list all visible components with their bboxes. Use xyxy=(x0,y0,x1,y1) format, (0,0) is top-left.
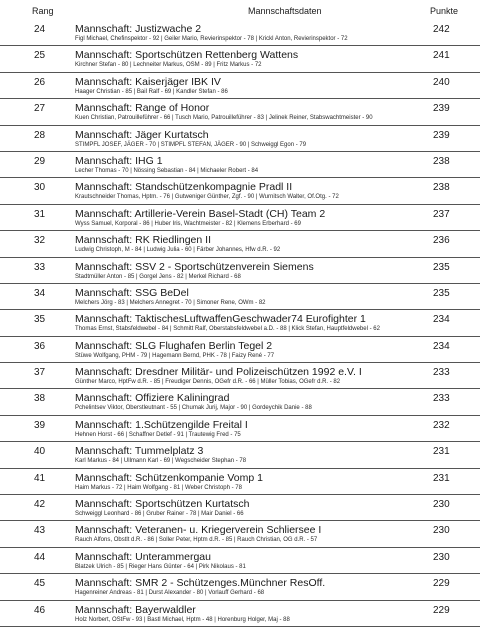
team-members: Kirchner Stefan - 80 | Lechneiter Markus, OSM - 89 | Fritz Markus - 72 xyxy=(75,62,262,69)
team-name: Mannschaft: Bayerwaldler xyxy=(75,603,196,616)
table-row xyxy=(0,178,480,204)
team-members: Melchers Jörg - 83 | Melchers Annegret - 70 | Simoner Rene, OWm - 82 xyxy=(75,299,266,306)
team-name: Mannschaft: Dresdner Militär- und Polizeischützen 1992 e.V. I xyxy=(75,366,362,379)
team-members: STIMPFL JOSEF, JÄGER - 70 | STIMPFL STEFAN, JÄGER - 90 | Schweiggl Egon - 79 xyxy=(75,141,307,148)
points-cell: 233 xyxy=(433,367,450,379)
team-members: Hagenreiner Andreas - 81 | Durst Alexander - 80 | Vorlauff Gerhard - 68 xyxy=(75,590,265,597)
team-members: Haager Christian - 85 | Bail Ralf - 69 | Kandler Stefan - 86 xyxy=(75,88,228,95)
rank-cell: 31 xyxy=(34,208,46,220)
table-row xyxy=(0,73,480,99)
rank-cell: 41 xyxy=(34,472,46,484)
team-members: Ludwig Christoph, M - 84 | Ludwig Julia - 60 | Färber Johannes, Hfw d.R. - 92 xyxy=(75,247,281,254)
table-row xyxy=(0,310,480,336)
points-cell: 231 xyxy=(433,472,450,484)
table-row xyxy=(0,416,480,442)
rank-cell: 39 xyxy=(34,419,46,431)
team-members: Schweiggl Leonhard - 86 | Gruber Rainer - 78 | Mair Daniel - 66 xyxy=(75,511,244,518)
table-row xyxy=(0,152,480,178)
team-members: Figl Michael, Chefinspektor - 92 | Geiler Mario, Revierinspektor - 78 | Krickl Anton, Revierinspektor - 72 xyxy=(75,36,348,42)
table-row xyxy=(0,548,480,574)
team-column-header: Mannschaftsdaten xyxy=(248,6,322,16)
points-cell: 229 xyxy=(433,604,450,616)
team-name: Mannschaft: 1.Schützengilde Freital I xyxy=(75,418,248,431)
rank-cell: 30 xyxy=(34,182,46,194)
rank-cell: 37 xyxy=(34,367,46,379)
team-name: Mannschaft: Justizwache 2 xyxy=(75,23,202,35)
team-name: Mannschaft: TaktischesLuftwaffenGeschwader74 Eurofighter 1 xyxy=(75,313,366,326)
rank-cell: 44 xyxy=(34,551,46,563)
rank-cell: 43 xyxy=(34,525,46,537)
team-name: Mannschaft: SSG BeDel xyxy=(75,286,189,299)
points-cell: 231 xyxy=(433,446,450,458)
points-cell: 235 xyxy=(433,261,450,273)
team-members: Günther Marco, HptFw d.R. - 85 | Freudiger Dennis, OGefr d.R. - 66 | Müller Tobias, OGefr d.R. - 82 xyxy=(75,379,341,386)
points-column-header: Punkte xyxy=(430,6,459,16)
rank-cell: 24 xyxy=(34,24,46,35)
table-row xyxy=(0,469,480,495)
team-name: Mannschaft: Unterammergau xyxy=(75,550,211,563)
points-cell: 236 xyxy=(433,235,450,247)
table-row xyxy=(0,231,480,257)
team-members: Haim Markus - 72 | Haim Wolfgang - 81 | Weber Christoph - 78 xyxy=(75,484,242,491)
team-name: Mannschaft: RK Riedlingen II xyxy=(75,234,211,247)
team-name: Mannschaft: Veteranen- u. Kriegerverein Schliersee I xyxy=(75,524,322,537)
table-header xyxy=(0,0,480,20)
rank-cell: 27 xyxy=(34,103,46,115)
table-row xyxy=(0,574,480,600)
points-cell: 230 xyxy=(433,499,450,511)
table-row xyxy=(0,46,480,72)
rank-cell: 32 xyxy=(34,235,46,247)
team-members: Stadtmüller Anton - 85 | Gorgel Jens - 82 | Merkel Richard - 68 xyxy=(75,273,241,280)
points-cell: 240 xyxy=(433,76,450,88)
team-name: Mannschaft: Standschützenkompagnie Pradl II xyxy=(75,181,293,194)
table-row xyxy=(0,258,480,284)
rank-cell: 40 xyxy=(34,446,46,458)
team-name: Mannschaft: Tummelplatz 3 xyxy=(75,445,204,458)
table-row xyxy=(0,363,480,389)
points-cell: 230 xyxy=(433,551,450,563)
points-cell: 238 xyxy=(433,155,450,167)
team-name: Mannschaft: Artillerie-Verein Basel-Stadt (CH) Team 2 xyxy=(75,207,326,220)
points-cell: 239 xyxy=(433,103,450,115)
team-name: Mannschaft: SSV 2 - Sportschützenverein Siemens xyxy=(75,260,314,273)
points-cell: 229 xyxy=(433,578,450,590)
rank-cell: 34 xyxy=(34,287,46,299)
table-row xyxy=(0,442,480,468)
team-name: Mannschaft: Schützenkompanie Vomp 1 xyxy=(75,471,263,484)
table-row xyxy=(0,20,480,46)
points-cell: 237 xyxy=(433,208,450,220)
rank-cell: 29 xyxy=(34,155,46,167)
rank-cell: 36 xyxy=(34,340,46,352)
team-members: Stüwe Wolfgang, PHM - 79 | Hagemann Bernd, PHK - 78 | Faizy René - 77 xyxy=(75,352,275,359)
points-cell: 235 xyxy=(433,287,450,299)
points-cell: 241 xyxy=(433,50,450,62)
rank-cell: 28 xyxy=(34,129,46,141)
team-members: Wyss Samuel, Korporal - 86 | Huber Iris, Wachtmeister - 82 | Klemens Erberhard - 69 xyxy=(75,220,301,227)
team-members: Blatzek Ulrich - 85 | Rieger Hans Günter - 64 | Pirk Nikolaus - 81 xyxy=(75,563,246,570)
points-cell: 234 xyxy=(433,314,450,326)
team-name: Mannschaft: Jäger Kurtatsch xyxy=(75,128,209,141)
points-cell: 242 xyxy=(433,24,450,35)
team-name: Mannschaft: IHG 1 xyxy=(75,154,163,167)
table-row xyxy=(0,601,480,627)
table-row xyxy=(0,389,480,415)
table-row xyxy=(0,337,480,363)
team-name: Mannschaft: SLG Flughafen Berlin Tegel 2 xyxy=(75,339,273,352)
points-cell: 234 xyxy=(433,340,450,352)
points-cell: 230 xyxy=(433,525,450,537)
team-name: Mannschaft: Sportschützen Kurtatsch xyxy=(75,498,250,511)
table-row xyxy=(0,126,480,152)
team-name: Mannschaft: Range of Honor xyxy=(75,102,210,115)
rank-cell: 25 xyxy=(34,50,46,62)
points-cell: 233 xyxy=(433,393,450,405)
rank-cell: 26 xyxy=(34,76,46,88)
team-members: Holz Norbert, OStFw - 93 | Bastl Michael, Hptm - 48 | Horenburg Holger, Maj - 88 xyxy=(75,616,290,623)
team-members: Krautschneider Thomas, Hptm. - 76 | Gutweniger Günther, Zgf. - 90 | Wurnitsch Walter, Of.Otg. - 72 xyxy=(75,194,339,201)
rank-cell: 38 xyxy=(34,393,46,405)
team-members: Thomas Ernst, Stabsfeldwebel - 84 | Schmitt Ralf, Oberstabsfeldwebel a.D. - 88 | Klick Stefan, Hauptfeldwebel - 62 xyxy=(75,326,380,333)
team-members: Karl Markus - 84 | Ullmann Karl - 69 | Wegscheider Stephan - 78 xyxy=(75,458,247,465)
team-members: Pchelintsev Viktor, Oberstleutnant - 55 | Chumak Jurij, Major - 90 | Gordeychik Danie - 88 xyxy=(75,405,312,412)
rank-cell: 45 xyxy=(34,578,46,590)
results-list xyxy=(0,20,480,627)
team-members: Hehnen Horst - 66 | Schaffner Detlef - 91 | Trautewig Fred - 75 xyxy=(75,431,241,438)
team-name: Mannschaft: SMR 2 - Schützenges.Münchner ResOff. xyxy=(75,577,326,590)
rank-cell: 42 xyxy=(34,499,46,511)
team-members: Kuen Christian, Patrouilleführer - 66 | Tusch Mario, Patrouilleführer - 83 | Jelinek Reiner, Stabswachtmeister - 90 xyxy=(75,115,373,122)
team-members: Lecher Thomas - 70 | Nössing Sebastian - 84 | Michaeler Robert - 84 xyxy=(75,167,259,174)
team-name: Mannschaft: Offiziere Kaliningrad xyxy=(75,392,230,405)
team-name: Mannschaft: Sportschützen Rettenberg Wattens xyxy=(75,49,299,62)
table-row xyxy=(0,495,480,521)
table-row xyxy=(0,284,480,310)
points-cell: 239 xyxy=(433,129,450,141)
table-row xyxy=(0,521,480,547)
points-cell: 232 xyxy=(433,419,450,431)
points-cell: 238 xyxy=(433,182,450,194)
team-name: Mannschaft: Kaiserjäger IBK IV xyxy=(75,75,221,88)
table-row xyxy=(0,99,480,125)
table-row xyxy=(0,205,480,231)
rank-column-header: Rang xyxy=(32,6,54,16)
rank-cell: 46 xyxy=(34,604,46,616)
rank-cell: 35 xyxy=(34,314,46,326)
rank-cell: 33 xyxy=(34,261,46,273)
team-members: Rauch Alfons, Obstlt d.R. - 86 | Soller Peter, Hptm d.R. - 85 | Rauch Christian, OG d.R. - 57 xyxy=(75,537,318,544)
